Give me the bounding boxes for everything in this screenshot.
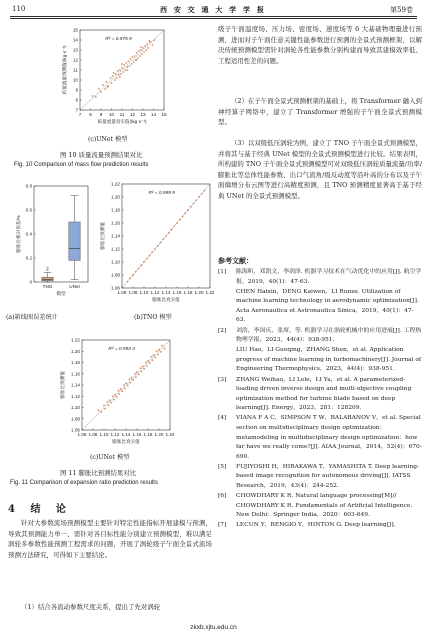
data-point xyxy=(113,72,115,74)
data-point xyxy=(143,51,145,53)
x-tick-label: 1.06 xyxy=(117,290,127,295)
data-point xyxy=(98,409,100,411)
x-tick-label: 10 xyxy=(108,112,115,117)
data-point xyxy=(138,373,140,375)
data-point xyxy=(193,203,195,205)
data-point xyxy=(117,390,119,392)
reference-entry xyxy=(218,288,422,326)
fig11-caption-en: Fig. 11 Comparison of expansion ratio prediction results xyxy=(10,480,158,486)
data-point xyxy=(173,225,175,227)
conclusion-paragraph-2: （1）结合各流动参数尺度关系，提出了先对涡轮 xyxy=(20,603,161,611)
outlier-point xyxy=(47,267,49,269)
y-tick-label: 1.20 xyxy=(111,194,120,200)
y-tick-label: 1.20 xyxy=(71,348,80,354)
data-point xyxy=(160,351,162,353)
outlier-point xyxy=(47,269,49,271)
reference-entry xyxy=(218,376,422,414)
data-point xyxy=(132,56,134,58)
data-point xyxy=(125,62,127,64)
reference-entry xyxy=(218,414,422,462)
conclusion-paragraph-3: （2）在子午面全景式预测框架的基础上，将 Transformer 融入到神经算子网络中，建立了 Transformer 增强的子午面全景式预测模型。 xyxy=(218,97,422,126)
x-tick-label: 1.18 xyxy=(143,432,153,437)
y-axis-label: 膨胀比预测值 xyxy=(100,222,105,250)
page-footer: zkxb.xjtu.edu.cn xyxy=(190,624,237,631)
data-point xyxy=(124,387,126,389)
data-point xyxy=(137,57,139,59)
data-point xyxy=(116,77,118,79)
data-point xyxy=(201,193,203,195)
y-tick-label: 1.16 xyxy=(71,371,80,377)
x-tick-label: 12 xyxy=(129,112,136,117)
fig10-caption-en: Fig. 10 Comparison of mass flow prediction results xyxy=(14,162,149,168)
data-point xyxy=(120,388,122,390)
x-tick-label: 14 xyxy=(150,112,157,117)
data-point xyxy=(121,63,123,65)
x-tick-label: 15 xyxy=(161,112,167,117)
y-tick-label: 8 xyxy=(75,97,78,103)
x-axis-label: 模型 xyxy=(56,291,66,296)
fig11-caption: 图 11 膨胀比预测结果对比 xyxy=(60,469,137,477)
data-point xyxy=(138,50,140,52)
data-point xyxy=(125,382,127,384)
data-point xyxy=(127,60,129,62)
data-point xyxy=(126,69,128,71)
page-number: 110 xyxy=(12,5,26,13)
data-point xyxy=(120,73,122,75)
conclusion-paragraph-1: 针对大参数流场预测模型主要针对特定性能指标开展建模与预测，导致其预测能力单一、需针对各目标性能分别建立预测模型，难以满足涡轮多参数性能预测工程需求的问题，开展了涡轮级子午面全景式流场预测方法研究，可得如下主要结论。 xyxy=(8,519,212,559)
data-point xyxy=(106,86,108,88)
x-tick-label: 13 xyxy=(140,112,146,117)
data-point xyxy=(128,378,130,380)
data-point xyxy=(112,75,114,77)
header-rule xyxy=(10,16,417,17)
reference-text: VIANA F A C，SIMPSON T W，BALABANOV V，et al. Special section on multidisciplinary design optimization：metamodeling in multidisciplinary design optimization：how far have we really come?[J]. AIAA Journal，2014，52(4)：670-690. xyxy=(236,415,422,460)
reference-number: [4] xyxy=(218,415,227,422)
data-point xyxy=(102,84,104,86)
y-tick-label: 13 xyxy=(72,47,78,53)
fig10c-subcaption: (c)UNet 模型 xyxy=(88,136,128,143)
data-point xyxy=(198,196,200,198)
data-point xyxy=(133,61,135,63)
box-unet xyxy=(69,222,80,260)
reference-line xyxy=(80,30,164,110)
data-point xyxy=(131,63,133,65)
y-tick-label: 9 xyxy=(75,87,78,93)
fig11a-box-chart xyxy=(6,180,94,302)
data-point xyxy=(142,366,144,368)
y-tick-label: 1.18 xyxy=(111,207,120,213)
data-point xyxy=(105,81,107,83)
data-point xyxy=(124,69,126,71)
data-point xyxy=(146,258,148,260)
x-tick-label: 1.10 xyxy=(99,432,109,437)
x-tick-label: 1.12 xyxy=(110,432,120,437)
x-tick-label: 1.16 xyxy=(132,432,142,437)
x-tick-label: 11 xyxy=(119,112,125,117)
data-point xyxy=(187,209,189,211)
data-point xyxy=(109,399,111,401)
fig11b-subcaption: (b)TNO 模型 xyxy=(134,314,172,321)
data-point xyxy=(136,52,138,54)
y-tick-label: 7 xyxy=(75,107,78,113)
reference-number: [3] xyxy=(218,376,227,383)
data-point xyxy=(147,360,149,362)
data-point xyxy=(104,88,106,90)
x-tick-label: 9 xyxy=(99,112,103,117)
data-point xyxy=(136,59,138,61)
x-tick-label: 1.22 xyxy=(165,432,174,437)
data-point xyxy=(119,393,121,395)
data-point xyxy=(132,379,134,381)
y-tick-label: 11 xyxy=(73,67,78,73)
data-point xyxy=(136,371,138,373)
volume-label: 第59卷 xyxy=(390,6,413,14)
y-tick-label: 1.16 xyxy=(111,220,120,226)
data-point xyxy=(148,40,150,42)
reference-text: 陈海昕，邓凯文，李润泽. 机器学习技术在气动优化中的应用[J]. 航空学报，2019，40(1)：47-63. xyxy=(236,269,422,285)
data-point xyxy=(119,69,121,71)
data-point xyxy=(160,242,162,244)
data-point xyxy=(123,384,125,386)
y-tick-label: 1.18 xyxy=(71,360,80,366)
y-tick-label: 0.8 xyxy=(25,183,32,189)
y-tick-label: 10 xyxy=(72,77,78,83)
fig10-caption: 图 10 质量流量预测结果对比 xyxy=(60,151,143,159)
x-tick-label: 8 xyxy=(89,112,92,117)
reference-number: [1] xyxy=(218,269,227,275)
reference-number: [2] xyxy=(218,327,227,334)
data-point xyxy=(117,70,119,72)
reference-entry xyxy=(218,492,422,521)
x-tick-label: 1.20 xyxy=(194,290,204,295)
data-point xyxy=(139,367,141,369)
y-tick-label: 1.08 xyxy=(111,272,120,278)
category-label: TNO xyxy=(42,284,53,289)
x-axis-label: 质量流量真实值/(kg·s⁻¹) xyxy=(97,119,147,124)
data-point xyxy=(146,365,148,367)
data-point xyxy=(182,216,184,218)
data-point xyxy=(135,376,137,378)
data-point xyxy=(113,399,115,401)
data-point xyxy=(104,408,106,410)
y-tick-label: 0.2 xyxy=(25,255,32,261)
y-tick-label: 1.22 xyxy=(71,337,80,343)
y-tick-label: 1.10 xyxy=(71,405,80,411)
data-point xyxy=(204,190,206,192)
data-point xyxy=(128,65,130,67)
data-point xyxy=(130,382,132,384)
y-axis-label: 质量流量预测值/(kg·s⁻¹) xyxy=(62,45,67,95)
data-point xyxy=(149,255,151,257)
data-point xyxy=(142,47,144,49)
data-point xyxy=(131,377,133,379)
data-point xyxy=(144,45,146,47)
y-tick-label: 12 xyxy=(72,57,78,63)
data-point xyxy=(121,390,123,392)
data-point xyxy=(154,39,156,41)
data-point xyxy=(141,371,143,373)
data-point xyxy=(106,401,108,403)
data-point xyxy=(157,354,159,356)
x-axis-label: 膨胀比真实值 xyxy=(152,297,180,302)
r2-annotation: R² = 0.993 4 xyxy=(108,347,135,352)
journal-title: 西 安 交 通 大 学 学 报 xyxy=(160,5,267,14)
x-tick-label: 1.14 xyxy=(161,290,171,295)
data-point xyxy=(140,46,142,48)
data-point xyxy=(146,43,148,45)
x-tick-label: 1.14 xyxy=(121,432,131,437)
y-tick-label: 1.08 xyxy=(71,416,80,422)
data-point xyxy=(132,274,134,276)
x-tick-label: 1.06 xyxy=(77,432,87,437)
data-point xyxy=(152,44,154,46)
y-tick-label: 1.14 xyxy=(71,382,80,388)
data-point xyxy=(110,77,112,79)
data-point xyxy=(190,206,192,208)
data-point xyxy=(145,362,147,364)
reference-entry xyxy=(218,268,422,287)
fig10c-scatter-chart xyxy=(58,26,170,130)
conclusion-paragraph-4: （3）以双级低压涡轮为例，建立了 TNO 子午面全景式预测模型，并将其与基于经典 UNet 模型的全景式预测模型进行比较。结果表明，所构建的 TNO 子午面全景式预测模型可对双级低压涡轮质量流量/功率/膨胀比等总体性能参数、出口气流角/级反动度等沿叶高的分布以及子午面熵增分布云图等进行高精度预测，且 TNO 预测精度显著高于基于经典 UNet 的全景式预测模型。 xyxy=(218,139,422,200)
r2-annotation: R² = 0.999 9 xyxy=(148,191,175,196)
reference-text: ZHANG Weihao，LI Lele，LI Ya，et al. A parameterized-loading driven inverse design and multi-objective coupling optimization method for turbine blade based on deep learning[J]. Energy，2023，281：128209. xyxy=(236,376,412,412)
data-point xyxy=(121,67,123,69)
x-tick-label: 1.20 xyxy=(154,432,164,437)
data-point xyxy=(130,58,132,60)
y-tick-label: 15 xyxy=(72,27,78,33)
data-point xyxy=(123,64,125,66)
header-rule-thin xyxy=(10,18,417,19)
data-point xyxy=(129,277,131,279)
y-tick-label: 0.4 xyxy=(25,231,32,237)
x-tick-label: 1.08 xyxy=(128,290,138,295)
reference-text: FUJIYOSHI H，HIRAKAWA T，YAMASHITA T. Deep learning-based image recognition for autonomous driving[J]. IATSS Research，2019，43(4)：244-252. xyxy=(236,463,420,490)
category-label: UNet xyxy=(69,284,80,289)
data-point xyxy=(150,356,152,358)
data-point xyxy=(127,385,129,387)
x-tick-label: 7 xyxy=(78,112,82,117)
y-tick-label: 1.10 xyxy=(111,259,120,265)
data-point xyxy=(122,71,124,73)
fig11b-scatter-chart xyxy=(98,180,214,308)
conclusion-paragraph-1-cont: 级子午面温度场、压力场、密度场、速度场等 6 大基础物理量进行预测，进而对子午面任意关键性能参数进行预测的全景式预测框架，以解决传统预测模型需针对涡轮各性能参数分别构建而导致其建模效率低、工程适用性差的问题。 xyxy=(218,25,422,65)
data-point xyxy=(176,222,178,224)
reference-text: LIU Hao，LI Guoqing，ZHANG Shen，et al. Application progress of machine learning in turbomachinery[J]. Journal of Engineering Thermophysics，2023，44(4)：938-951. xyxy=(236,347,422,373)
data-point xyxy=(141,53,143,55)
y-tick-label: 1.22 xyxy=(111,181,120,187)
data-point xyxy=(151,251,153,253)
data-point xyxy=(112,395,114,397)
data-point xyxy=(161,345,163,347)
data-point xyxy=(95,96,97,98)
data-point xyxy=(143,368,145,370)
data-point xyxy=(110,402,112,404)
y-tick-label: 1.06 xyxy=(71,427,80,433)
reference-entry xyxy=(218,521,422,531)
data-point xyxy=(179,219,181,221)
data-point xyxy=(119,76,121,78)
y-tick-label: 14 xyxy=(72,37,78,43)
y-tick-label: 0.6 xyxy=(25,207,32,213)
data-point xyxy=(143,261,145,263)
data-point xyxy=(127,281,129,283)
reference-number: [6] xyxy=(218,493,227,500)
r2-annotation: R² = 0.975 9 xyxy=(105,37,132,42)
data-point xyxy=(138,268,140,270)
x-axis-label: 膨胀比真实值 xyxy=(112,439,140,444)
data-point xyxy=(162,238,164,240)
data-point xyxy=(139,55,141,57)
y-tick-label: 1.14 xyxy=(111,233,120,239)
data-point xyxy=(195,199,197,201)
data-point xyxy=(114,394,116,396)
x-tick-label: 1.16 xyxy=(172,290,182,295)
data-point xyxy=(103,404,105,406)
data-point xyxy=(154,248,156,250)
data-point xyxy=(118,74,120,76)
y-tick-label: 0 xyxy=(29,279,32,285)
reference-text: 刘浩，李国庆，张席，等. 机器学习在涡轮机械中的应用进展[J]. 工程热物理学报，2023，44(4)：938-951. xyxy=(236,327,422,344)
reference-number: [5] xyxy=(218,463,227,470)
data-point xyxy=(145,49,147,51)
y-axis-label: 膨胀比预测值 xyxy=(60,371,65,399)
reference-line xyxy=(82,340,170,430)
x-tick-label: 1.10 xyxy=(139,290,149,295)
reference-entry xyxy=(218,327,422,346)
data-point xyxy=(140,49,142,51)
data-point xyxy=(114,79,116,81)
data-point xyxy=(157,245,159,247)
y-tick-label: 1.12 xyxy=(111,246,120,252)
data-point xyxy=(158,349,160,351)
data-point xyxy=(168,232,170,234)
references-list xyxy=(218,268,422,532)
x-tick-label: 1.08 xyxy=(88,432,98,437)
data-point xyxy=(164,348,166,350)
data-point xyxy=(92,95,94,97)
data-point xyxy=(149,362,151,364)
data-point xyxy=(115,73,117,75)
section-title: 4 结 论 xyxy=(8,504,72,515)
fig11a-subcaption: (a)箱线图误差统计 xyxy=(6,314,58,321)
data-point xyxy=(134,55,136,57)
data-point xyxy=(116,396,118,398)
reference-text: CHEN Haixin，DENG Kaiwen，LI Runze. Utilization of machine learning technology in aerodynamic optimization[J]. Acta Aeronautica et Astronautica Sinica，2019，40(1)：47-63. xyxy=(236,288,419,324)
reference-text: CHOWDHARY K R. Natural language processing[M]// CHOWDHARY K R. Fundamentals of Artificial Intelligence. New Delhi：Springer India，2020：603-649. xyxy=(236,493,413,519)
data-point xyxy=(140,264,142,266)
data-point xyxy=(153,354,155,356)
reference-entry xyxy=(218,346,422,375)
box-tno xyxy=(42,277,53,281)
data-point xyxy=(135,271,137,273)
data-point xyxy=(156,350,158,352)
data-point xyxy=(126,66,128,68)
data-point xyxy=(134,373,136,375)
data-point xyxy=(165,235,167,237)
data-point xyxy=(111,82,113,84)
reference-number: [7] xyxy=(218,522,227,529)
x-tick-label: 1.18 xyxy=(183,290,193,295)
x-tick-label: 1.12 xyxy=(150,290,160,295)
data-point xyxy=(154,357,156,359)
y-tick-label: 1.06 xyxy=(111,285,120,291)
data-point xyxy=(108,404,110,406)
reference-text: LECUN Y，BENGIO Y，HINTON G. Deep learning[J]. xyxy=(236,522,396,529)
data-point xyxy=(98,88,100,90)
data-point xyxy=(147,47,149,49)
data-point xyxy=(184,212,186,214)
data-point xyxy=(100,411,102,413)
fig11c-scatter-chart xyxy=(58,336,174,448)
fig11c-subcaption: (c)UNet 模型 xyxy=(90,454,130,461)
data-point xyxy=(152,359,154,361)
data-point xyxy=(171,229,173,231)
reference-entry xyxy=(218,463,422,492)
y-axis-label: 膨胀比相对误差/% xyxy=(16,215,21,253)
references-title: 参考文献： xyxy=(218,256,253,265)
y-tick-label: 1.12 xyxy=(71,393,80,399)
data-point xyxy=(100,91,102,93)
x-tick-label: 1.22 xyxy=(205,290,214,295)
running-header xyxy=(10,3,417,17)
